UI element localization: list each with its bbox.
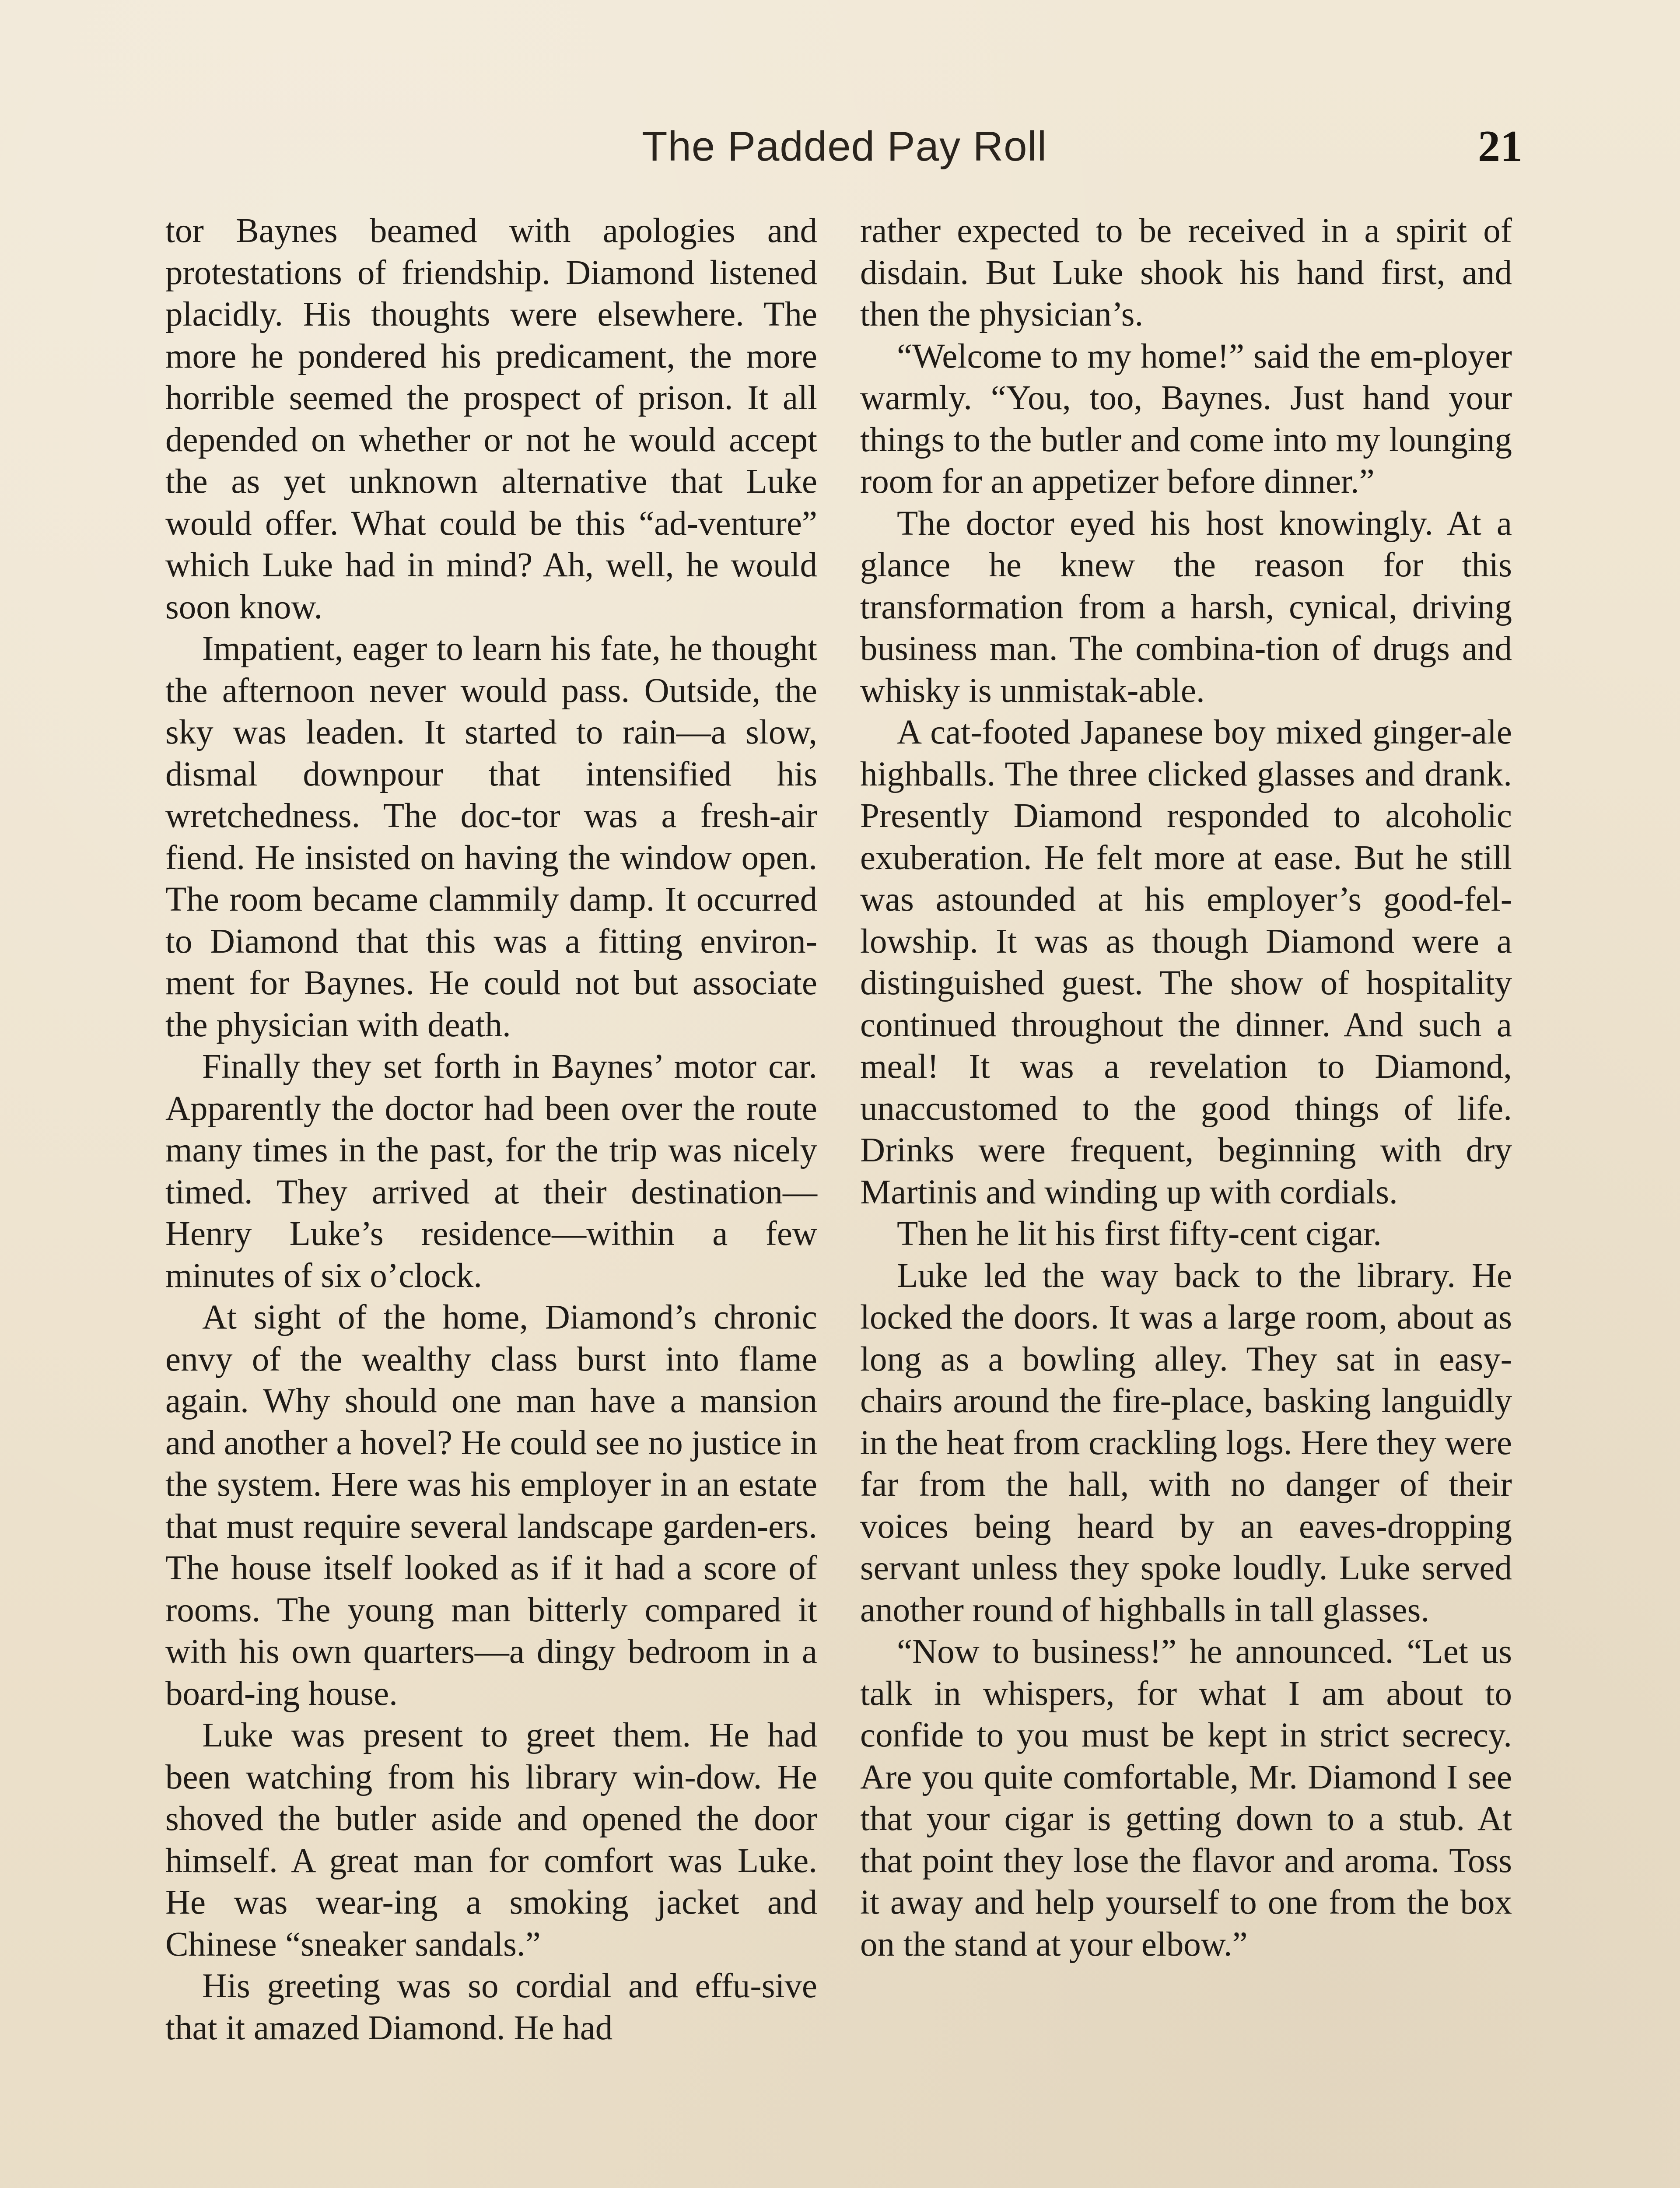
paragraph: At sight of the home, Diamond’s chronic envy of the wealthy class burst into flame again. Why should one man have a mansion and another a hovel? He could see no justice in the system. Here was his employer in an estate that must require several landscape garden-ers. The house itself looked as if it had a score of rooms. The young man bitterly compared it with his own quarters—a dingy bedroom in a board-ing house. — [165, 1298, 817, 1713]
paragraph: Luke led the way back to the library. He locked the doors. It was a large room, about as long as a bowling alley. They sat in easy-chairs around the fire-place, basking languidly in the heat from crackling logs. Here they were far from the hall, with no danger of their voices being heard by an eaves-dropping servant unless they spoke loudly. Luke served another round of highballs in tall glasses. — [860, 1256, 1512, 1629]
right-column — [860, 210, 1512, 1965]
paragraph: Finally they set forth in Baynes’ motor car. Apparently the doctor had been over the route many times in the past, for the trip was nicely timed. They arrived at their destination—Henry Luke’s residence—within a few minutes of six o’clock. — [165, 1048, 817, 1295]
running-title: The Padded Pay Roll — [641, 123, 1047, 170]
left-column — [165, 210, 817, 2049]
paragraph: rather expected to be received in a spirit of disdain. But Luke shook his hand first, and then the physician’s. — [860, 212, 1512, 333]
paragraph: “Now to business!” he announced. “Let us talk in whispers, for what I am about to confide to you must be kept in strict secrecy. Are you quite comfortable, Mr. Diamond I see that your cigar is getting down to a stub. At that point they lose the flavor and aroma. Toss it away and help yourself to one from the box on the stand at your elbow.” — [860, 1633, 1512, 1964]
page-header — [166, 118, 1522, 184]
paragraph: His greeting was so cordial and effu-sive that it amazed Diamond. He had — [165, 1967, 817, 2047]
paragraph: The doctor eyed his host knowingly. At a glance he knew the reason for this transformation from a harsh, cynical, driving business man. The combina-tion of drugs and whisky is unmistak-able. — [860, 504, 1512, 710]
paragraph: A cat-footed Japanese boy mixed ginger-ale highballs. The three clicked glasses and drank. Presently Diamond responded to alcoholic exuberation. He felt more at ease. But he still was astounded at his employer’s good-fel-lowship. It was as though Diamond were a distinguished guest. The show of hospitality continued throughout the dinner. And such a meal! It was a revelation to Diamond, unaccustomed to the good things of life. Drinks were frequent, beginning with dry Martinis and winding up with cordials. — [860, 713, 1512, 1211]
paragraph: “Welcome to my home!” said the em-ployer warmly. “You, too, Baynes. Just hand your things to the butler and come into my lounging room for an appetizer before dinner.” — [860, 337, 1512, 501]
page-number: 21 — [1478, 122, 1522, 171]
paragraph: Impatient, eager to learn his fate, he thought the afternoon never would pass. Outside, the sky was leaden. It started to rain—a slow, dismal downpour that intensified his wretchedness. The doc-tor was a fresh-air fiend. He insisted on having the window open. The room became clammily damp. It occurred to Diamond that this was a fitting environ-ment for Baynes. He could not but associate the physician with death. — [165, 630, 817, 1044]
paragraph: tor Baynes beamed with apologies and protestations of friendship. Diamond listened placidly. His thoughts were elsewhere. The more he pondered his predicament, the more horrible seemed the prospect of prison. It all depended on whether or not he would accept the as yet unknown alternative that Luke would offer. What could be this “ad-venture” which Luke had in mind? Ah, well, he would soon know. — [165, 212, 817, 626]
paragraph: Then he lit his first fifty-cent cigar. — [897, 1215, 1382, 1253]
paragraph: Luke was present to greet them. He had been watching from his library win-dow. He shoved the butler aside and opened the door himself. A great man for comfort was Luke. He was wear-ing a smoking jacket and Chinese “sneaker sandals.” — [165, 1716, 817, 1964]
